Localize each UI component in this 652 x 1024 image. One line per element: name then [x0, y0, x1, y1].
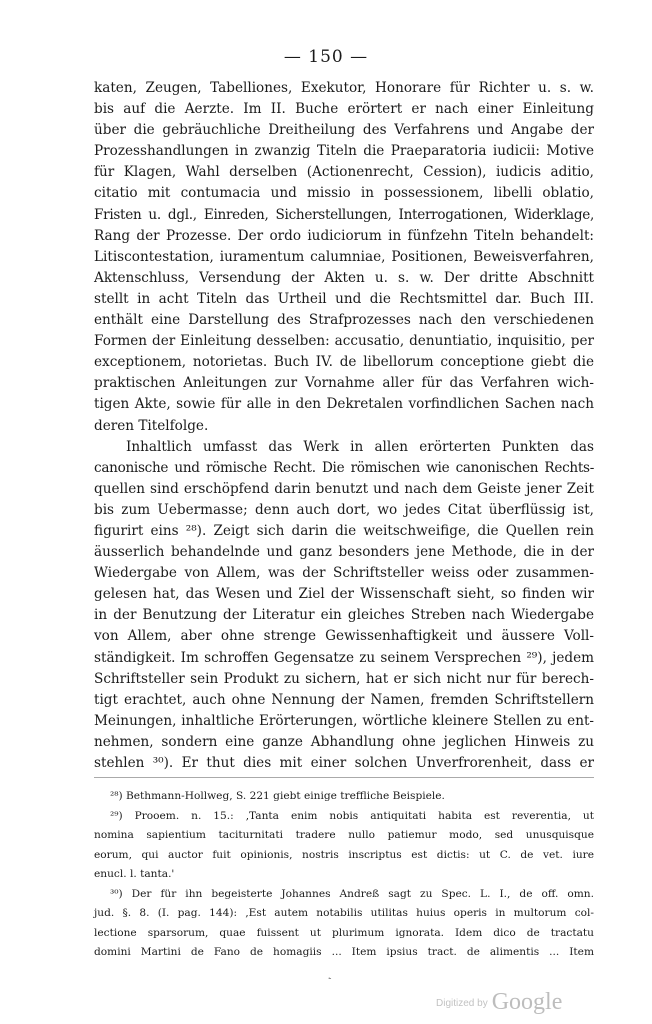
- footnote-line: jud. §. 8. (I. pag. 144): ‚Est autem notabilis utilitas huius operis in multorum col-: [94, 907, 594, 919]
- footnote-line: enucl. l. tanta.': [94, 868, 175, 880]
- text-line: Litiscontestation, iuramentum calumniae, Positionen, Beweisverfahren,: [94, 248, 594, 265]
- text-line: äusserlich behandelnde und ganz besonders jene Methode, die in der: [94, 544, 594, 561]
- text-line: stellt in acht Titeln das Urtheil und die Rechtsmittel dar. Buch III.: [94, 290, 594, 307]
- text-line: praktischen Anleitungen zur Vornahme aller für das Verfahren wich-: [94, 375, 594, 392]
- text-line: canonische und römische Recht. Die römischen wie canonischen Rechts-: [94, 459, 594, 476]
- text-line: stehlen ³⁰). Er thut dies mit einer solchen Unverfrorenheit, dass er: [94, 755, 594, 771]
- text-line: in der Benutzung der Literatur ein gleiches Streben nach Wiedergabe: [94, 607, 594, 624]
- text-line: tigt erachtet, auch ohne Nennung der Namen, fremden Schriftstellern: [94, 691, 594, 708]
- footnote-line: domini Martini de Fano de homagiis ... Item ipsius tract. de alimentis ... Item: [94, 946, 594, 958]
- footnote-divider: [94, 777, 594, 778]
- text-line: gelesen hat, das Wesen und Ziel der Wissenschaft sieht, so finden wir: [94, 586, 594, 603]
- footnotes: [94, 787, 594, 963]
- text-line: bis auf die Aerzte. Im II. Buche erörtert er nach einer Einleitung: [94, 101, 594, 118]
- text-line: Rang der Prozesse. Der ordo iudiciorum in fünfzehn Titeln behandelt:: [94, 227, 594, 244]
- google-logo: Google: [491, 989, 563, 1015]
- text-line: quellen sind erschöpfend darin benutzt und nach dem Geiste jener Zeit: [94, 480, 594, 497]
- text-line: Prozesshandlungen in zwanzig Titeln die Praeparatoria iudicii: Motive: [94, 143, 594, 160]
- text-line: für Klagen, Wahl derselben (Actionenrecht, Cession), iudicis aditio,: [94, 164, 594, 181]
- footnote-line: ³⁰) Der für ihn begeisterte Johannes Andreß sagt zu Spec. L. I., de off. omn.: [110, 887, 594, 900]
- text-line: citatio mit contumacia und missio in possessionem, libelli oblatio,: [94, 185, 594, 202]
- text-line: bis zum Uebermasse; denn auch dort, wo jedes Citat überflüssig ist,: [94, 501, 594, 518]
- footnote-line: lectione sparsorum, quae fuissent ut plurimum ignorata. Idem dico de tractatu: [94, 926, 594, 939]
- page-number: — 150 —: [283, 47, 369, 67]
- text-line: von Allem, aber ohne strenge Gewissenhaftigkeit und äussere Voll-: [94, 628, 594, 645]
- text-line: katen, Zeugen, Tabelliones, Exekutor, Honorare für Richter u. s. w.: [94, 80, 594, 96]
- footnote-line: eorum, qui auctor fuit opinionis, nostris inscriptus est dictis: ut C. de vet. iure: [94, 848, 594, 861]
- text-line: nehmen, sondern eine ganze Abhandlung ohne jeglichen Hinweis zu: [94, 733, 594, 750]
- text-line: tigen Akte, sowie für alle in den Dekretalen vorfindlichen Sachen nach: [94, 396, 594, 413]
- stray-mark: ˏ: [323, 965, 333, 981]
- text-line: Schriftsteller sein Produkt zu sichern, hat er sich nicht nur für berech-: [94, 670, 594, 687]
- digitized-watermark: [436, 980, 562, 1014]
- text-line: Fristen u. dgl., Einreden, Sicherstellungen, Interrogationen, Widerklage,: [94, 206, 594, 223]
- text-line: ständigkeit. Im schroffen Gegensatze zu seinem Versprechen ²⁹), jedem: [94, 649, 594, 666]
- text-line: Formen der Einleitung desselben: accusatio, denuntiatio, inquisitio, per: [94, 333, 594, 350]
- text-line: über die gebräuchliche Dreitheilung des Verfahrens und Angabe der: [94, 122, 594, 139]
- footnote-line: ²⁸) Bethmann-Hollweg, S. 221 giebt einige treffliche Beispiele.: [110, 790, 445, 802]
- text-line: enthält eine Darstellung des Strafprozesses nach den verschiedenen: [94, 312, 594, 329]
- watermark-prefix: Digitized by: [436, 998, 488, 1009]
- text-line: Aktenschluss, Versendung der Akten u. s. w. Der dritte Abschnitt: [94, 269, 594, 286]
- text-line: exceptionem, notorietas. Buch IV. de libellorum conceptione giebt die: [94, 354, 594, 371]
- text-line: figurirt eins ²⁸). Zeigt sich darin die weitschweifige, die Quellen rein: [94, 522, 594, 539]
- footnote-line: nomina sapientium taciturnitati tradere nullo patiemur modo, sed unusquisque: [94, 829, 594, 841]
- text-line: Inhaltlich umfasst das Werk in allen erörterten Punkten das: [126, 438, 594, 455]
- footnote-line: ²⁹) Prooem. n. 15.: ‚Tanta enim nobis antiquitati habita est reverentia, ut: [110, 809, 594, 822]
- body-text: [94, 78, 594, 774]
- text-line: Meinungen, inhaltliche Erörterungen, wörtliche kleinere Stellen zu ent-: [94, 712, 594, 729]
- text-line: deren Titelfolge.: [94, 417, 209, 434]
- text-line: Wiedergabe von Allem, was der Schriftsteller weiss oder zusammen-: [94, 565, 594, 582]
